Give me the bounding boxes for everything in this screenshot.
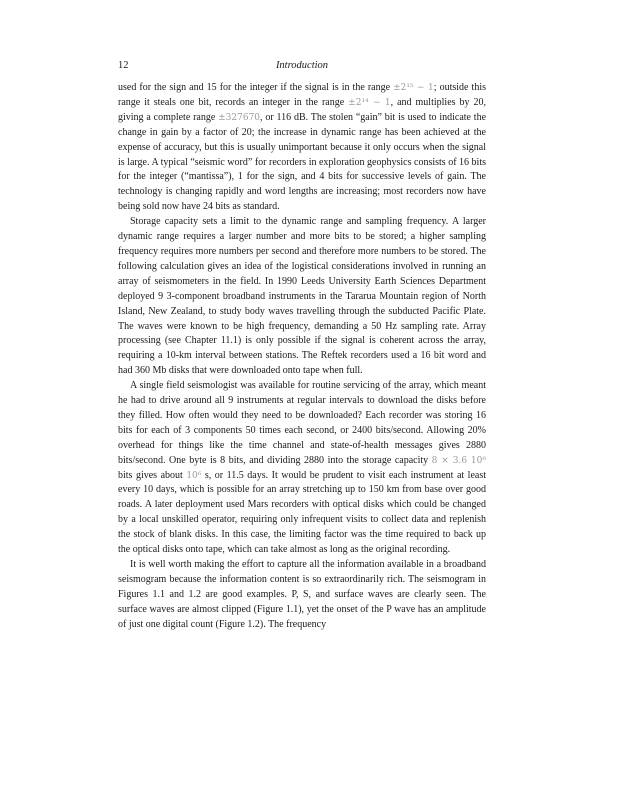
math-range-15-bit: ±2¹⁵ − 1 [393, 83, 434, 93]
paragraph-2: Storage capacity sets a limit to the dynamic range and sampling frequency. A larger dynamic range requires a larger number and more bits to be stored; a higher sampling frequency requires more numbers per second and therefore more numbers to be stored. The following calculation gives an idea of the logistical considerations involved in running an array of seismometers in the field. In 1990 Leeds University Earth Sciences Department deployed 9 3-component broadband instruments in the Tararua Mountain region of North Island, New Zealand, to study body waves travelling through the subducted Pacific Plate. The waves were known to be high frequency, demanding a 50 Hz sampling rate. Array processing (see Chapter 11.1) is only possible if the signal is coherent across the array, requiring a 10-km interval between stations. The Reftek recorders used a 16 bit word and had 360 Mb disks that were downloaded onto tape when full. [118, 216, 486, 377]
paragraph-1-text-d: , or 116 dB. The stolen “gain” bit is used to indicate the change in gain by a factor of 20; the increase in dynamic range has been achieved at the expense of accuracy, but this is usually unimportant because it only occurs when the signal is large. A typical “seismic word” for recorders in exploration geophysics consists of 16 bits for the integer (“mantissa”), 1 for the sign, and 4 bits for successive levels of gain. The technology is changing rapidly and word lengths are increasing; most recorders now have being sold now have 24 bits as standard. [118, 111, 487, 213]
paragraph-1 [118, 81, 486, 215]
math-seconds: 10⁶ [186, 470, 202, 481]
paragraph-1-text-b: ; outside this range it steals one bit, records an integer in the range [118, 82, 486, 108]
paragraph-4: It is well worth making the effort to capture all the information available in a broadband seismogram because the information content is so extraordinarily rich. The seismogram in Figures 1.1 and 1.2 are good examples. P, S, and surface waves are clearly seen. The surface waves are almost clipped (Figure 1.1), yet the onset of the P wave has an amplitude of just one digital count (Figure 1.2). The frequency [118, 559, 486, 630]
math-storage-capacity: 8 × 3.6 10⁸ [431, 455, 486, 466]
paragraph-3-text-b: bits gives about [118, 469, 183, 481]
page-number: 12 [118, 60, 129, 71]
paragraph-1-text-c: , and multiplies by 20, giving a complete range [118, 96, 487, 123]
paragraph-1-text-a: used for the sign and 15 for the integer if the signal is in the range [118, 82, 391, 93]
math-range-14-bit: ±2¹⁴ − 1 [348, 97, 391, 108]
paragraph-3-text-c: s, or 11.5 days. It would be prudent to visit each instrument at least every 10 days, which is possible for an array stretching up to 150 km from base over good roads. A later deployment used Mars recorders with optical disks which could be changed by a local unskilled operator, requiring only infrequent visits to collect data and replenish the stock of blank disks. In this case, the limiting factor was the time required to back up the optical disks onto tape, which can take almost as long as the original recording. [118, 469, 486, 556]
body-text [118, 81, 486, 633]
page-header [118, 60, 486, 76]
running-title: Introduction [275, 60, 329, 71]
paragraph-3-text-a: A single field seismologist was available for routine servicing of the array, which meant he had to drive around all 9 instruments at regular intervals to download the disks before they filled. How often would they need to be downloaded? Each recorder was storing 16 bits for each of 3 components 50 times each second, or 2400 bits/second. Allowing 20% overhead for things like the time channel and state-of-health messages gives 2880 bits/second. One byte is 8 bits, and dividing 2880 into the storage capacity [118, 380, 486, 466]
math-complete-range: ±327670 [218, 112, 261, 123]
paragraph-3 [118, 379, 486, 558]
